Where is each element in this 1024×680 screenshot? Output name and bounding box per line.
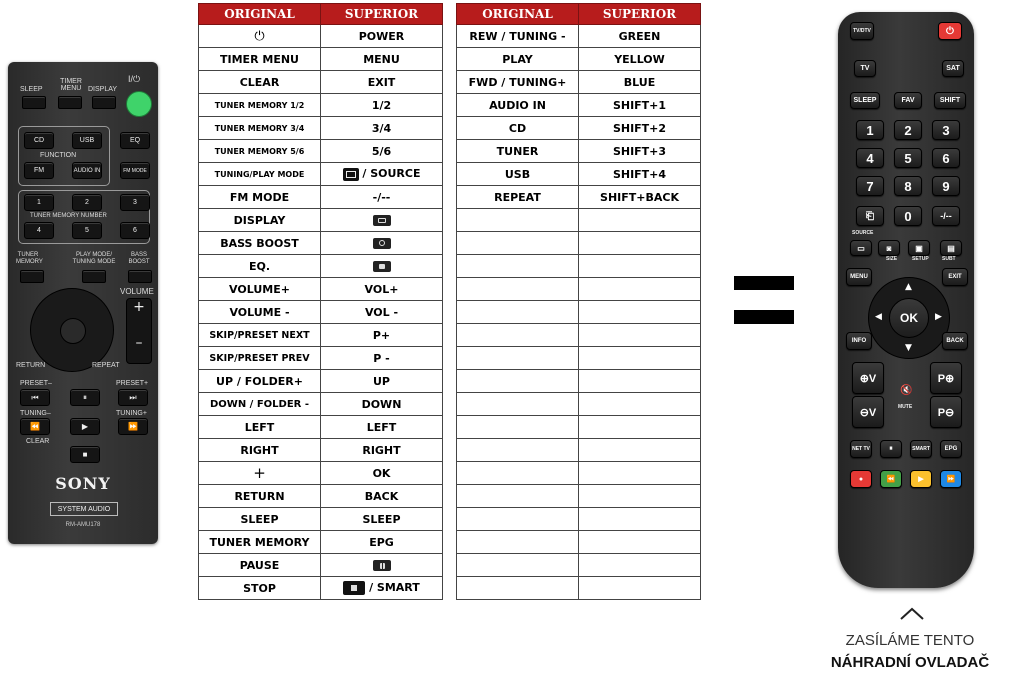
sony-tuner-memory-button xyxy=(20,270,44,283)
table-row xyxy=(199,278,443,301)
sony-prev-button: ⏮ xyxy=(20,389,50,406)
original-cell xyxy=(457,393,579,416)
rc-mute-label: MUTE xyxy=(898,404,913,410)
original-cell xyxy=(457,554,579,577)
rc-tv-button: TV xyxy=(854,60,876,77)
sony-preset-plus-label: PRESET+ xyxy=(116,380,149,387)
rc-9-button: 9 xyxy=(932,176,960,196)
table-row xyxy=(199,232,443,255)
sony-stop-button: ■ xyxy=(70,446,100,463)
sony-preset-minus-label: PRESET– xyxy=(20,380,52,387)
rc-8-button: 8 xyxy=(894,176,922,196)
sony-tuner-memory-label: TUNER MEMORY xyxy=(16,252,43,265)
rc-fav-button: FAV xyxy=(894,92,922,109)
original-cell: TUNER MEMORY 5/6 xyxy=(199,140,321,163)
original-cell: REW / TUNING - xyxy=(457,25,579,48)
rc-subt-button: ▤ xyxy=(940,240,962,256)
superior-cell: YELLOW xyxy=(579,48,701,71)
superior-cell xyxy=(579,508,701,531)
superior-cell xyxy=(579,370,701,393)
table-header-row xyxy=(199,4,443,25)
table-row xyxy=(199,577,443,600)
rc-3-button: 3 xyxy=(932,120,960,140)
rc-size-button: ◙ xyxy=(878,240,900,256)
equals-sign-top-bar xyxy=(734,276,794,290)
superior-cell xyxy=(579,439,701,462)
sony-fwd-button: ⏩ xyxy=(118,418,148,435)
table-row xyxy=(199,554,443,577)
original-cell: TUNING/PLAY MODE xyxy=(199,163,321,186)
sony-rew-button: ⏪ xyxy=(20,418,50,435)
table-row xyxy=(199,370,443,393)
rc-setup-label: SETUP xyxy=(912,256,929,262)
original-cell: RETURN xyxy=(199,485,321,508)
sony-6-button: 6 xyxy=(120,222,150,239)
sony-display-label: DISPLAY xyxy=(88,86,118,93)
original-cell: TUNER MEMORY 1/2 xyxy=(199,94,321,117)
table-row xyxy=(457,301,701,324)
rc-epg-button: EPG xyxy=(940,440,962,458)
original-cell: ⏻ xyxy=(199,25,321,48)
original-cell xyxy=(457,278,579,301)
rc-1-button: 1 xyxy=(856,120,884,140)
superior-cell: SHIFT+2 xyxy=(579,117,701,140)
original-cell: PAUSE xyxy=(199,554,321,577)
original-cell: TUNER MEMORY xyxy=(199,531,321,554)
table-row xyxy=(457,347,701,370)
table-row xyxy=(457,439,701,462)
table-row xyxy=(457,485,701,508)
rc-dash-button: -/-- xyxy=(932,206,960,226)
original-cell xyxy=(457,508,579,531)
table-row xyxy=(199,301,443,324)
rc-5-button: 5 xyxy=(894,148,922,168)
superior-cell xyxy=(321,232,443,255)
original-cell: FM MODE xyxy=(199,186,321,209)
original-cell: SKIP/PRESET NEXT xyxy=(199,324,321,347)
header-original: ORIGINAL xyxy=(457,4,579,25)
sony-logo: SONY xyxy=(55,474,111,493)
rc-blue-button: ⏩ xyxy=(940,470,962,488)
sony-volume-minus: – xyxy=(135,335,143,351)
rc-down-arrow-icon: ▼ xyxy=(905,343,912,353)
rc-sat-button: SAT xyxy=(942,60,964,77)
superior-cell xyxy=(579,347,701,370)
original-cell: UP / FOLDER+ xyxy=(199,370,321,393)
original-cell xyxy=(457,370,579,393)
original-cell: SKIP/PRESET PREV xyxy=(199,347,321,370)
original-cell xyxy=(457,462,579,485)
table-row xyxy=(457,25,701,48)
table-row xyxy=(199,163,443,186)
rc-red-button: ● xyxy=(850,470,872,488)
sony-timer-menu-button xyxy=(58,96,82,109)
sony-3-button: 3 xyxy=(120,194,150,211)
table-row xyxy=(457,577,701,600)
sony-dpad xyxy=(30,288,114,372)
original-cell: TIMER MENU xyxy=(199,48,321,71)
sony-tuning-plus-label: TUNING+ xyxy=(116,410,147,417)
rc-exit-button: EXIT xyxy=(942,268,968,286)
header-superior: SUPERIOR xyxy=(321,4,443,25)
sony-fm-button: FM xyxy=(24,162,54,179)
sony-repeat-label: REPEAT xyxy=(92,362,120,369)
rc-shift-button: SHIFT xyxy=(934,92,966,109)
table-row xyxy=(457,462,701,485)
sony-1-button: 1 xyxy=(24,194,54,211)
sony-sleep-button xyxy=(22,96,46,109)
rc-menu-button: MENU xyxy=(846,268,872,286)
table-row xyxy=(457,255,701,278)
original-cell xyxy=(457,577,579,600)
table-row xyxy=(199,393,443,416)
table-row xyxy=(199,25,443,48)
table-row xyxy=(199,508,443,531)
sony-volume-plus: + xyxy=(133,299,145,315)
superior-cell: P+ xyxy=(321,324,443,347)
rc-green-button: ⏪ xyxy=(880,470,902,488)
rc-pause-button: ⏸ xyxy=(880,440,902,458)
superior-cell xyxy=(579,324,701,347)
table-row xyxy=(199,117,443,140)
original-cell xyxy=(457,255,579,278)
rc-smart-button: SMART xyxy=(910,440,932,458)
sony-tuner-memory-number-label: TUNER MEMORY NUMBER xyxy=(30,213,107,219)
table-row xyxy=(199,485,443,508)
rc-size-label: SIZE xyxy=(886,256,898,262)
superior-cell: 1/2 xyxy=(321,94,443,117)
rc-net-tv-button: NET TV xyxy=(850,440,872,458)
original-cell: VOLUME - xyxy=(199,301,321,324)
superior-cell-text: / SMART xyxy=(369,581,420,594)
rc-left-arrow-icon: ◀ xyxy=(875,312,882,322)
superior-cell: -/-- xyxy=(321,186,443,209)
rc-tvdtv-button: TV/DTV xyxy=(850,22,874,40)
table-row xyxy=(199,347,443,370)
sony-volume-label: VOLUME xyxy=(120,287,154,296)
size-button-icon xyxy=(373,238,391,249)
sony-return-label: RETURN xyxy=(16,362,46,369)
original-cell xyxy=(457,232,579,255)
superior-cell xyxy=(321,577,443,600)
superior-cell: DOWN xyxy=(321,393,443,416)
table-row xyxy=(457,209,701,232)
superior-cell: RIGHT xyxy=(321,439,443,462)
superior-cell xyxy=(579,485,701,508)
original-cell: TUNER MEMORY 3/4 xyxy=(199,117,321,140)
sony-play-button: ▶ xyxy=(70,418,100,435)
original-cell: + xyxy=(199,462,321,485)
table-row xyxy=(457,370,701,393)
rc-back-button: BACK xyxy=(942,332,968,350)
source-icon xyxy=(343,168,359,181)
superior-cell xyxy=(579,232,701,255)
sony-system-audio-label: SYSTEM AUDIO xyxy=(50,502,118,516)
rc-source-label: SOURCE xyxy=(852,230,874,236)
superior-cell xyxy=(579,554,701,577)
table-row xyxy=(457,278,701,301)
pause-button-icon xyxy=(373,560,391,571)
sony-5-button: 5 xyxy=(72,222,102,239)
sony-tuning-minus-label: TUNING– xyxy=(20,410,51,417)
replacement-remote-image xyxy=(838,12,974,588)
superior-cell xyxy=(579,416,701,439)
sony-clear-label: CLEAR xyxy=(26,438,50,445)
table-row xyxy=(457,48,701,71)
superior-cell: OK xyxy=(321,462,443,485)
sony-bass-boost-button xyxy=(128,270,152,283)
sony-fm-mode-button: FM MODE xyxy=(120,162,150,179)
rc-vol-down-button: ⊖V xyxy=(852,396,884,428)
superior-cell xyxy=(321,163,443,186)
superior-cell xyxy=(579,255,701,278)
table-row xyxy=(199,94,443,117)
superior-cell xyxy=(579,301,701,324)
superior-cell: VOL+ xyxy=(321,278,443,301)
superior-cell: SLEEP xyxy=(321,508,443,531)
table-row xyxy=(199,71,443,94)
header-original: ORIGINAL xyxy=(199,4,321,25)
superior-cell: EPG xyxy=(321,531,443,554)
mapping-table-right xyxy=(456,3,701,600)
original-cell: AUDIO IN xyxy=(457,94,579,117)
superior-cell: UP xyxy=(321,370,443,393)
mapping-table-left xyxy=(198,3,443,600)
table-row xyxy=(199,324,443,347)
table-row xyxy=(199,140,443,163)
original-cell xyxy=(457,439,579,462)
table-row xyxy=(457,324,701,347)
rc-vol-up-button: ⊕V xyxy=(852,362,884,394)
original-cell xyxy=(457,416,579,439)
sony-function-label: FUNCTION xyxy=(40,152,77,159)
original-cell: LEFT xyxy=(199,416,321,439)
original-cell xyxy=(457,301,579,324)
table-row xyxy=(457,416,701,439)
table-row xyxy=(199,416,443,439)
original-cell: DOWN / FOLDER - xyxy=(199,393,321,416)
rc-info-button: INFO xyxy=(846,332,872,350)
original-cell xyxy=(457,485,579,508)
table-row xyxy=(199,439,443,462)
sony-model-label: RM-AMU178 xyxy=(65,522,101,528)
table-row xyxy=(457,94,701,117)
original-cell: FWD / TUNING+ xyxy=(457,71,579,94)
table-row xyxy=(199,209,443,232)
superior-cell: LEFT xyxy=(321,416,443,439)
sony-timer-menu-label: TIMER MENU xyxy=(60,78,82,92)
table-row xyxy=(457,554,701,577)
rc-source-button: ⎗ xyxy=(856,206,884,226)
table-row xyxy=(457,531,701,554)
rc-power-button: ⏻ xyxy=(938,22,962,40)
rc-sleep-button: SLEEP xyxy=(850,92,880,109)
superior-cell: SHIFT+4 xyxy=(579,163,701,186)
original-cell: BASS BOOST xyxy=(199,232,321,255)
sony-bass-boost-label: BASS BOOST xyxy=(128,252,150,265)
display-button-icon xyxy=(373,215,391,226)
superior-cell xyxy=(579,531,701,554)
rc-setup-button: ▣ xyxy=(908,240,930,256)
rc-6-button: 6 xyxy=(932,148,960,168)
superior-cell xyxy=(579,209,701,232)
table-row xyxy=(457,393,701,416)
rc-subt-label: SUBT xyxy=(942,256,956,262)
sony-usb-button: USB xyxy=(72,132,102,149)
table-row xyxy=(199,186,443,209)
note-line-1: ZASÍLÁME TENTO xyxy=(845,632,975,649)
rc-ch-down-button: P⊖ xyxy=(930,396,962,428)
rc-4-button: 4 xyxy=(856,148,884,168)
sony-power-button xyxy=(126,91,152,117)
stop-button-icon xyxy=(343,581,365,595)
superior-cell: P - xyxy=(321,347,443,370)
note-line-2: NÁHRADNÍ OVLADAČ xyxy=(830,654,990,671)
superior-cell xyxy=(579,393,701,416)
rc-yellow-button: ▶ xyxy=(910,470,932,488)
caret-up-icon xyxy=(899,607,925,621)
equals-sign-bottom-bar xyxy=(734,310,794,324)
sony-display-button xyxy=(92,96,116,109)
superior-cell: MENU xyxy=(321,48,443,71)
table-row xyxy=(457,508,701,531)
superior-cell: POWER xyxy=(321,25,443,48)
original-cell: CLEAR xyxy=(199,71,321,94)
rc-7-button: 7 xyxy=(856,176,884,196)
original-cell: STOP xyxy=(199,577,321,600)
table-row xyxy=(199,462,443,485)
original-cell xyxy=(457,324,579,347)
sony-cd-button: CD xyxy=(24,132,54,149)
original-cell xyxy=(457,347,579,370)
superior-cell xyxy=(579,577,701,600)
rc-0-button: 0 xyxy=(894,206,922,226)
header-superior: SUPERIOR xyxy=(579,4,701,25)
sony-audio-in-button: AUDIO IN xyxy=(72,162,102,179)
superior-cell: 5/6 xyxy=(321,140,443,163)
rc-mute-icon: 🔇 xyxy=(900,385,913,396)
original-cell: REPEAT xyxy=(457,186,579,209)
original-cell: CD xyxy=(457,117,579,140)
original-cell: PLAY xyxy=(457,48,579,71)
original-cell: RIGHT xyxy=(199,439,321,462)
rc-ok-button: OK xyxy=(889,298,929,338)
sony-dpad-center xyxy=(60,318,86,344)
original-cell: TUNER xyxy=(457,140,579,163)
rc-2-button: 2 xyxy=(894,120,922,140)
superior-cell: EXIT xyxy=(321,71,443,94)
rc-up-arrow-icon: ▲ xyxy=(905,282,912,292)
table-row xyxy=(457,163,701,186)
original-cell: EQ. xyxy=(199,255,321,278)
superior-cell-text: / SOURCE xyxy=(362,167,421,181)
superior-cell xyxy=(579,278,701,301)
superior-cell: 3/4 xyxy=(321,117,443,140)
superior-cell: SHIFT+3 xyxy=(579,140,701,163)
superior-cell xyxy=(321,255,443,278)
table-row xyxy=(199,531,443,554)
subtitle-button-icon xyxy=(373,261,391,272)
sony-eq-button: EQ xyxy=(120,132,150,149)
table-row xyxy=(457,140,701,163)
sony-play-mode-label: PLAY MODE/ TUNING MODE xyxy=(72,252,116,265)
superior-cell: GREEN xyxy=(579,25,701,48)
superior-cell: BACK xyxy=(321,485,443,508)
rc-navigation-ring xyxy=(868,277,950,359)
sony-sleep-label: SLEEP xyxy=(20,86,43,93)
sony-next-button: ⏭ xyxy=(118,389,148,406)
original-cell: VOLUME+ xyxy=(199,278,321,301)
original-cell: USB xyxy=(457,163,579,186)
rc-ch-up-button: P⊕ xyxy=(930,362,962,394)
sony-pause-button: ⏸ xyxy=(70,389,100,406)
original-remote-image xyxy=(8,62,158,544)
superior-cell xyxy=(321,554,443,577)
table-header-row xyxy=(457,4,701,25)
sony-volume-rocker xyxy=(126,298,152,364)
sony-play-mode-button xyxy=(82,270,106,283)
original-cell xyxy=(457,531,579,554)
rc-display-button: ▭ xyxy=(850,240,872,256)
superior-cell: BLUE xyxy=(579,71,701,94)
sony-power-label: I/⏻ xyxy=(128,74,141,84)
superior-cell xyxy=(321,209,443,232)
superior-cell: SHIFT+1 xyxy=(579,94,701,117)
table-row xyxy=(457,71,701,94)
superior-cell xyxy=(579,462,701,485)
table-row xyxy=(199,255,443,278)
rc-right-arrow-icon: ▶ xyxy=(935,312,942,322)
table-row xyxy=(457,232,701,255)
original-cell xyxy=(457,209,579,232)
table-row xyxy=(199,48,443,71)
table-row xyxy=(457,186,701,209)
superior-cell: VOL - xyxy=(321,301,443,324)
sony-2-button: 2 xyxy=(72,194,102,211)
sony-4-button: 4 xyxy=(24,222,54,239)
original-cell: SLEEP xyxy=(199,508,321,531)
original-cell: DISPLAY xyxy=(199,209,321,232)
superior-cell: SHIFT+BACK xyxy=(579,186,701,209)
table-row xyxy=(457,117,701,140)
